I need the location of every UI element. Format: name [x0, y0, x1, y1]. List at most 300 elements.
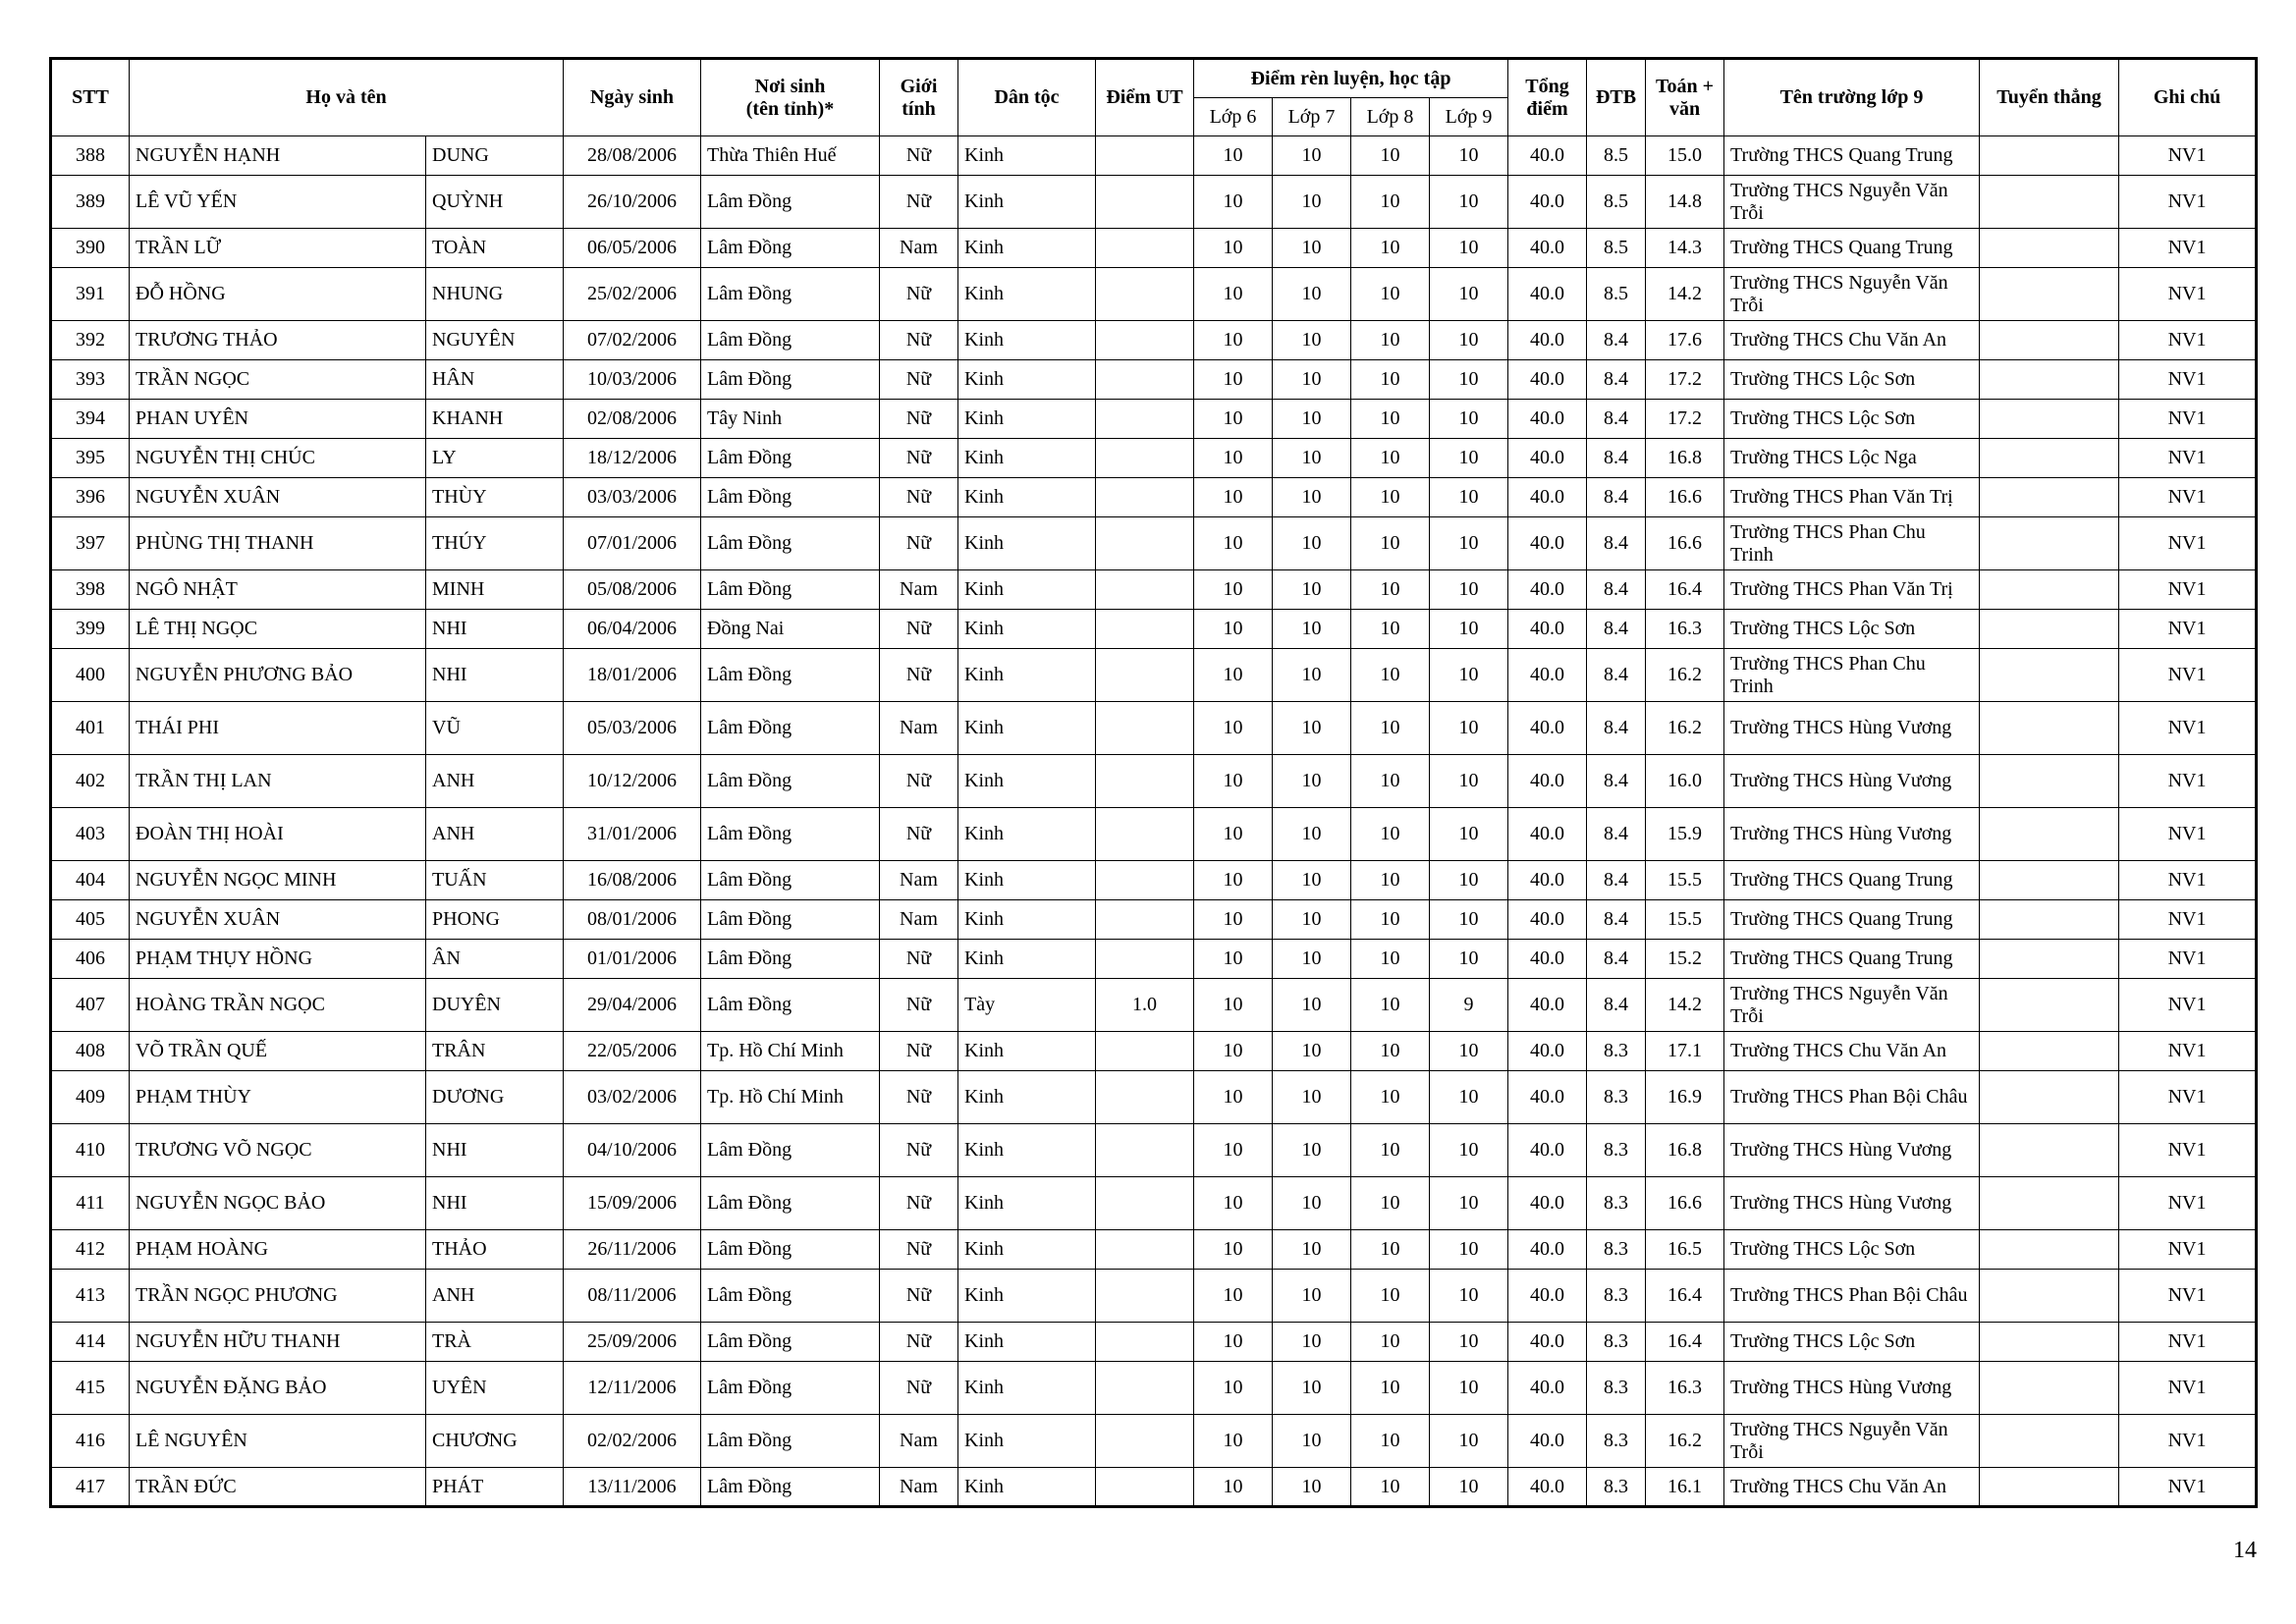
cell-school: Trường THCS Lộc Sơn: [1724, 360, 1980, 400]
cell-math-lit: 17.2: [1646, 400, 1724, 439]
cell-total: 40.0: [1508, 1468, 1587, 1507]
cell-surname: PHAN UYÊN: [130, 400, 426, 439]
cell-grade6: 10: [1194, 1032, 1273, 1071]
cell-total: 40.0: [1508, 610, 1587, 649]
cell-grade9: 10: [1430, 702, 1508, 755]
cell-note: NV1: [2119, 1362, 2257, 1415]
cell-grade6: 10: [1194, 400, 1273, 439]
cell-grade8: 10: [1351, 321, 1430, 360]
cell-total: 40.0: [1508, 517, 1587, 570]
cell-dob: 07/01/2006: [564, 517, 701, 570]
cell-avg: 8.4: [1587, 517, 1646, 570]
cell-school: Trường THCS Chu Văn An: [1724, 1032, 1980, 1071]
cell-given-name: THẢO: [426, 1230, 564, 1270]
cell-given-name: QUỲNH: [426, 176, 564, 229]
cell-stt: 398: [51, 570, 130, 610]
cell-birthplace: Lâm Đồng: [701, 321, 880, 360]
cell-total: 40.0: [1508, 1362, 1587, 1415]
cell-stt: 397: [51, 517, 130, 570]
cell-grade7: 10: [1273, 360, 1351, 400]
table-row: [51, 1230, 2257, 1270]
cell-grade9: 10: [1430, 1177, 1508, 1230]
cell-avg: 8.4: [1587, 360, 1646, 400]
cell-math-lit: 15.2: [1646, 940, 1724, 979]
cell-note: NV1: [2119, 1177, 2257, 1230]
table-row: [51, 1415, 2257, 1468]
cell-priority: [1096, 229, 1194, 268]
cell-total: 40.0: [1508, 940, 1587, 979]
cell-grade9: 10: [1430, 570, 1508, 610]
cell-ethnicity: Kinh: [958, 229, 1096, 268]
cell-math-lit: 16.6: [1646, 517, 1724, 570]
cell-grade6: 10: [1194, 1230, 1273, 1270]
cell-note: NV1: [2119, 321, 2257, 360]
cell-grade8: 10: [1351, 1032, 1430, 1071]
cell-priority: [1096, 439, 1194, 478]
cell-ethnicity: Kinh: [958, 702, 1096, 755]
cell-grade8: 10: [1351, 400, 1430, 439]
cell-grade9: 10: [1430, 1124, 1508, 1177]
cell-gender: Nữ: [880, 755, 958, 808]
cell-given-name: TUẤN: [426, 861, 564, 900]
cell-note: NV1: [2119, 1468, 2257, 1507]
cell-priority: [1096, 268, 1194, 321]
cell-ethnicity: Kinh: [958, 1323, 1096, 1362]
cell-given-name: PHONG: [426, 900, 564, 940]
cell-school: Trường THCS Hùng Vương: [1724, 702, 1980, 755]
cell-avg: 8.5: [1587, 136, 1646, 176]
cell-grade8: 10: [1351, 979, 1430, 1032]
cell-grade9: 10: [1430, 861, 1508, 900]
cell-school: Trường THCS Chu Văn An: [1724, 1468, 1980, 1507]
cell-grade6: 10: [1194, 702, 1273, 755]
cell-birthplace: Lâm Đồng: [701, 1362, 880, 1415]
cell-surname: TRẦN ĐỨC: [130, 1468, 426, 1507]
cell-school: Trường THCS Quang Trung: [1724, 940, 1980, 979]
cell-given-name: NGUYÊN: [426, 321, 564, 360]
cell-gender: Nữ: [880, 517, 958, 570]
cell-given-name: TRÀ: [426, 1323, 564, 1362]
cell-direct-admission: [1980, 1230, 2119, 1270]
cell-note: NV1: [2119, 268, 2257, 321]
cell-surname: ĐỖ HỒNG: [130, 268, 426, 321]
cell-avg: 8.3: [1587, 1124, 1646, 1177]
cell-surname: NGUYỄN NGỌC BẢO: [130, 1177, 426, 1230]
cell-avg: 8.4: [1587, 940, 1646, 979]
cell-grade7: 10: [1273, 1415, 1351, 1468]
cell-birthplace: Lâm Đồng: [701, 861, 880, 900]
roster-body: [51, 136, 2257, 1507]
cell-school: Trường THCS Hùng Vương: [1724, 1177, 1980, 1230]
cell-total: 40.0: [1508, 1323, 1587, 1362]
cell-grade8: 10: [1351, 1071, 1430, 1124]
cell-grade6: 10: [1194, 979, 1273, 1032]
cell-ethnicity: Kinh: [958, 1362, 1096, 1415]
cell-dob: 10/12/2006: [564, 755, 701, 808]
cell-grade7: 10: [1273, 176, 1351, 229]
table-row: [51, 136, 2257, 176]
cell-total: 40.0: [1508, 268, 1587, 321]
cell-math-lit: 17.6: [1646, 321, 1724, 360]
cell-given-name: PHÁT: [426, 1468, 564, 1507]
cell-surname: PHÙNG THỊ THANH: [130, 517, 426, 570]
cell-direct-admission: [1980, 702, 2119, 755]
cell-note: NV1: [2119, 861, 2257, 900]
cell-avg: 8.4: [1587, 861, 1646, 900]
cell-surname: NGUYỄN THỊ CHÚC: [130, 439, 426, 478]
cell-grade9: 10: [1430, 755, 1508, 808]
cell-grade6: 10: [1194, 1415, 1273, 1468]
cell-note: NV1: [2119, 979, 2257, 1032]
cell-dob: 18/01/2006: [564, 649, 701, 702]
cell-dob: 08/11/2006: [564, 1270, 701, 1323]
cell-grade8: 10: [1351, 861, 1430, 900]
cell-direct-admission: [1980, 517, 2119, 570]
cell-math-lit: 16.5: [1646, 1230, 1724, 1270]
cell-note: NV1: [2119, 176, 2257, 229]
cell-direct-admission: [1980, 808, 2119, 861]
cell-grade9: 9: [1430, 979, 1508, 1032]
cell-gender: Nam: [880, 861, 958, 900]
col-header-gender: [880, 59, 958, 136]
cell-grade6: 10: [1194, 321, 1273, 360]
cell-grade8: 10: [1351, 1362, 1430, 1415]
cell-dob: 05/08/2006: [564, 570, 701, 610]
cell-total: 40.0: [1508, 979, 1587, 1032]
cell-grade7: 10: [1273, 1177, 1351, 1230]
cell-ethnicity: Kinh: [958, 268, 1096, 321]
cell-surname: ĐOÀN THỊ HOÀI: [130, 808, 426, 861]
cell-given-name: HÂN: [426, 360, 564, 400]
cell-grade9: 10: [1430, 136, 1508, 176]
cell-avg: 8.3: [1587, 1323, 1646, 1362]
cell-dob: 12/11/2006: [564, 1362, 701, 1415]
cell-school: Trường THCS Hùng Vương: [1724, 755, 1980, 808]
cell-avg: 8.4: [1587, 321, 1646, 360]
cell-gender: Nam: [880, 229, 958, 268]
cell-priority: [1096, 1270, 1194, 1323]
cell-math-lit: 16.0: [1646, 755, 1724, 808]
cell-direct-admission: [1980, 755, 2119, 808]
cell-gender: Nam: [880, 900, 958, 940]
cell-dob: 15/09/2006: [564, 1177, 701, 1230]
cell-direct-admission: [1980, 979, 2119, 1032]
cell-grade7: 10: [1273, 1124, 1351, 1177]
cell-note: NV1: [2119, 1323, 2257, 1362]
table-row: [51, 1071, 2257, 1124]
table-row: [51, 229, 2257, 268]
cell-grade8: 10: [1351, 808, 1430, 861]
cell-stt: 412: [51, 1230, 130, 1270]
cell-grade8: 10: [1351, 940, 1430, 979]
cell-gender: Nam: [880, 570, 958, 610]
cell-note: NV1: [2119, 439, 2257, 478]
cell-math-lit: 14.8: [1646, 176, 1724, 229]
cell-given-name: DUYÊN: [426, 979, 564, 1032]
cell-grade8: 10: [1351, 517, 1430, 570]
cell-surname: VÕ TRẦN QUẾ: [130, 1032, 426, 1071]
cell-math-lit: 16.2: [1646, 702, 1724, 755]
col-header-school: Tên trường lớp 9: [1724, 59, 1980, 136]
cell-stt: 404: [51, 861, 130, 900]
cell-grade7: 10: [1273, 808, 1351, 861]
cell-grade6: 10: [1194, 229, 1273, 268]
cell-grade8: 10: [1351, 136, 1430, 176]
cell-priority: [1096, 900, 1194, 940]
cell-grade8: 10: [1351, 1177, 1430, 1230]
cell-grade9: 10: [1430, 649, 1508, 702]
cell-grade6: 10: [1194, 649, 1273, 702]
table-row: [51, 360, 2257, 400]
cell-gender: Nữ: [880, 1177, 958, 1230]
cell-avg: 8.3: [1587, 1468, 1646, 1507]
cell-direct-admission: [1980, 1124, 2119, 1177]
cell-direct-admission: [1980, 861, 2119, 900]
table-row: [51, 400, 2257, 439]
page-number: 14: [2233, 1538, 2257, 1563]
cell-total: 40.0: [1508, 900, 1587, 940]
col-header-gender-line2: tính: [902, 97, 936, 120]
cell-given-name: THÙY: [426, 478, 564, 517]
cell-birthplace: Lâm Đồng: [701, 570, 880, 610]
cell-school: Trường THCS Hùng Vương: [1724, 808, 1980, 861]
table-row: [51, 1124, 2257, 1177]
cell-surname: TRƯƠNG VÕ NGỌC: [130, 1124, 426, 1177]
table-row: [51, 1177, 2257, 1230]
cell-gender: Nam: [880, 702, 958, 755]
cell-priority: [1096, 400, 1194, 439]
cell-ethnicity: Kinh: [958, 517, 1096, 570]
cell-note: NV1: [2119, 900, 2257, 940]
table-row: [51, 702, 2257, 755]
cell-stt: 395: [51, 439, 130, 478]
cell-grade8: 10: [1351, 360, 1430, 400]
cell-gender: Nữ: [880, 439, 958, 478]
cell-given-name: KHANH: [426, 400, 564, 439]
table-row: [51, 808, 2257, 861]
cell-grade8: 10: [1351, 702, 1430, 755]
col-header-grade7: Lớp 7: [1273, 98, 1351, 136]
cell-grade8: 10: [1351, 268, 1430, 321]
cell-note: NV1: [2119, 1415, 2257, 1468]
cell-math-lit: 16.3: [1646, 610, 1724, 649]
cell-stt: 390: [51, 229, 130, 268]
cell-math-lit: 16.3: [1646, 1362, 1724, 1415]
col-header-birthplace-line2: (tên tỉnh)*: [745, 97, 835, 120]
cell-given-name: UYÊN: [426, 1362, 564, 1415]
cell-surname: LÊ VŨ YẾN: [130, 176, 426, 229]
cell-note: NV1: [2119, 1270, 2257, 1323]
cell-grade6: 10: [1194, 570, 1273, 610]
cell-priority: [1096, 755, 1194, 808]
cell-priority: [1096, 940, 1194, 979]
cell-grade9: 10: [1430, 1468, 1508, 1507]
table-row: [51, 979, 2257, 1032]
cell-total: 40.0: [1508, 1177, 1587, 1230]
cell-dob: 06/04/2006: [564, 610, 701, 649]
cell-birthplace: Lâm Đồng: [701, 979, 880, 1032]
table-row: [51, 900, 2257, 940]
cell-birthplace: Lâm Đồng: [701, 229, 880, 268]
cell-math-lit: 16.6: [1646, 1177, 1724, 1230]
header-row-1: [51, 59, 2257, 98]
cell-grade9: 10: [1430, 478, 1508, 517]
cell-direct-admission: [1980, 610, 2119, 649]
cell-priority: [1096, 1468, 1194, 1507]
cell-note: NV1: [2119, 702, 2257, 755]
cell-ethnicity: Kinh: [958, 1177, 1096, 1230]
cell-birthplace: Tp. Hồ Chí Minh: [701, 1071, 880, 1124]
cell-avg: 8.5: [1587, 176, 1646, 229]
cell-ethnicity: Kinh: [958, 176, 1096, 229]
cell-grade6: 10: [1194, 136, 1273, 176]
cell-priority: [1096, 1362, 1194, 1415]
cell-given-name: NHUNG: [426, 268, 564, 321]
cell-note: NV1: [2119, 1230, 2257, 1270]
cell-birthplace: Lâm Đồng: [701, 478, 880, 517]
col-header-dob: Ngày sinh: [564, 59, 701, 136]
cell-stt: 400: [51, 649, 130, 702]
cell-grade9: 10: [1430, 1323, 1508, 1362]
cell-note: NV1: [2119, 808, 2257, 861]
cell-note: NV1: [2119, 136, 2257, 176]
cell-priority: [1096, 1124, 1194, 1177]
table-row: [51, 517, 2257, 570]
cell-direct-admission: [1980, 1270, 2119, 1323]
cell-school: Trường THCS Lộc Sơn: [1724, 1323, 1980, 1362]
cell-grade9: 10: [1430, 268, 1508, 321]
cell-math-lit: 14.2: [1646, 268, 1724, 321]
cell-grade7: 10: [1273, 229, 1351, 268]
cell-priority: [1096, 517, 1194, 570]
cell-gender: Nữ: [880, 979, 958, 1032]
cell-surname: PHẠM THỤY HỒNG: [130, 940, 426, 979]
cell-avg: 8.5: [1587, 268, 1646, 321]
cell-birthplace: Lâm Đồng: [701, 1177, 880, 1230]
cell-priority: [1096, 649, 1194, 702]
cell-priority: [1096, 1071, 1194, 1124]
cell-gender: Nữ: [880, 1124, 958, 1177]
cell-birthplace: Lâm Đồng: [701, 1468, 880, 1507]
cell-direct-admission: [1980, 940, 2119, 979]
cell-grade7: 10: [1273, 755, 1351, 808]
cell-given-name: TOÀN: [426, 229, 564, 268]
cell-total: 40.0: [1508, 229, 1587, 268]
cell-ethnicity: Kinh: [958, 1415, 1096, 1468]
cell-ethnicity: Kinh: [958, 1124, 1096, 1177]
cell-gender: Nữ: [880, 649, 958, 702]
cell-surname: PHẠM THÙY: [130, 1071, 426, 1124]
cell-total: 40.0: [1508, 1071, 1587, 1124]
cell-math-lit: 16.8: [1646, 439, 1724, 478]
cell-grade6: 10: [1194, 1323, 1273, 1362]
cell-gender: Nữ: [880, 808, 958, 861]
cell-total: 40.0: [1508, 400, 1587, 439]
cell-ethnicity: Kinh: [958, 755, 1096, 808]
cell-total: 40.0: [1508, 1230, 1587, 1270]
cell-total: 40.0: [1508, 702, 1587, 755]
cell-stt: 401: [51, 702, 130, 755]
cell-note: NV1: [2119, 570, 2257, 610]
cell-surname: LÊ THỊ NGỌC: [130, 610, 426, 649]
cell-birthplace: Lâm Đồng: [701, 755, 880, 808]
cell-gender: Nữ: [880, 360, 958, 400]
col-header-total-line1: Tổng: [1525, 75, 1569, 97]
table-row: [51, 1032, 2257, 1071]
cell-ethnicity: Kinh: [958, 808, 1096, 861]
cell-priority: [1096, 861, 1194, 900]
cell-math-lit: 16.1: [1646, 1468, 1724, 1507]
cell-ethnicity: Kinh: [958, 1032, 1096, 1071]
cell-grade6: 10: [1194, 478, 1273, 517]
cell-avg: 8.3: [1587, 1270, 1646, 1323]
cell-grade7: 10: [1273, 900, 1351, 940]
cell-school: Trường THCS Lộc Sơn: [1724, 1230, 1980, 1270]
cell-birthplace: Lâm Đồng: [701, 439, 880, 478]
table-row: [51, 755, 2257, 808]
cell-stt: 410: [51, 1124, 130, 1177]
cell-math-lit: 16.4: [1646, 570, 1724, 610]
cell-grade9: 10: [1430, 610, 1508, 649]
cell-grade7: 10: [1273, 1230, 1351, 1270]
cell-birthplace: Lâm Đồng: [701, 1415, 880, 1468]
student-roster-table: [49, 57, 2258, 1508]
cell-ethnicity: Kinh: [958, 136, 1096, 176]
cell-priority: [1096, 570, 1194, 610]
col-header-grade8: Lớp 8: [1351, 98, 1430, 136]
cell-grade8: 10: [1351, 1124, 1430, 1177]
cell-total: 40.0: [1508, 360, 1587, 400]
cell-avg: 8.5: [1587, 229, 1646, 268]
cell-avg: 8.4: [1587, 900, 1646, 940]
cell-grade6: 10: [1194, 861, 1273, 900]
cell-birthplace: Lâm Đồng: [701, 940, 880, 979]
cell-surname: NGUYỄN HỮU THANH: [130, 1323, 426, 1362]
cell-note: NV1: [2119, 649, 2257, 702]
table-row: [51, 268, 2257, 321]
cell-grade7: 10: [1273, 268, 1351, 321]
cell-surname: NGUYỄN XUÂN: [130, 478, 426, 517]
cell-given-name: THÚY: [426, 517, 564, 570]
cell-grade6: 10: [1194, 517, 1273, 570]
cell-total: 40.0: [1508, 1415, 1587, 1468]
cell-birthplace: Tp. Hồ Chí Minh: [701, 1032, 880, 1071]
cell-school: Trường THCS Phan Chu Trinh: [1724, 649, 1980, 702]
cell-dob: 10/03/2006: [564, 360, 701, 400]
cell-stt: 409: [51, 1071, 130, 1124]
cell-priority: [1096, 610, 1194, 649]
cell-grade9: 10: [1430, 940, 1508, 979]
cell-birthplace: Lâm Đồng: [701, 1323, 880, 1362]
cell-direct-admission: [1980, 360, 2119, 400]
table-row: [51, 439, 2257, 478]
cell-given-name: NHI: [426, 649, 564, 702]
cell-birthplace: Lâm Đồng: [701, 517, 880, 570]
cell-grade7: 10: [1273, 861, 1351, 900]
table-row: [51, 940, 2257, 979]
cell-gender: Nữ: [880, 1230, 958, 1270]
cell-birthplace: Tây Ninh: [701, 400, 880, 439]
cell-grade8: 10: [1351, 229, 1430, 268]
cell-grade6: 10: [1194, 1468, 1273, 1507]
cell-grade9: 10: [1430, 1270, 1508, 1323]
col-header-note: Ghi chú: [2119, 59, 2257, 136]
cell-grade9: 10: [1430, 900, 1508, 940]
cell-dob: 22/05/2006: [564, 1032, 701, 1071]
cell-grade6: 10: [1194, 268, 1273, 321]
cell-priority: [1096, 478, 1194, 517]
cell-grade6: 10: [1194, 940, 1273, 979]
